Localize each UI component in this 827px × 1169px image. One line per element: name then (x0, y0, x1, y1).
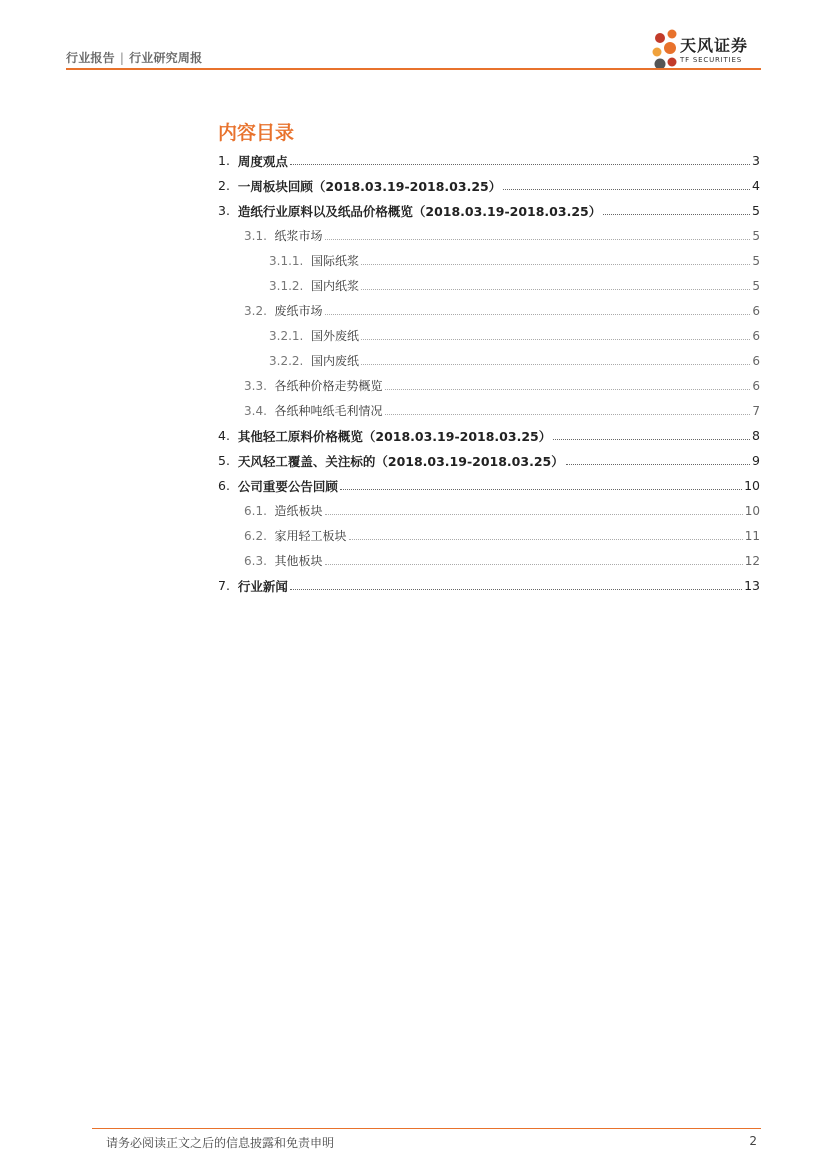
toc-entry-number: 3. (218, 203, 238, 218)
toc-entry-title: 家用轻工板块 (274, 529, 347, 543)
toc-entry-number: 3.1.1. (269, 253, 311, 268)
toc-entry-number: 6.2. (244, 528, 275, 543)
toc-entry-number: 3.2.1. (269, 328, 311, 343)
toc-entry-title: 国外废纸 (310, 329, 359, 343)
toc-entry-title: 其他轻工原料价格概览（2018.03.19-2018.03.25） (237, 428, 552, 444)
toc-entry-title: 各纸种吨纸毛利情况 (274, 404, 383, 418)
toc-entry-number: 2. (218, 178, 238, 193)
toc-dot-leader (290, 164, 750, 165)
toc-entry-page: 6 (752, 353, 760, 368)
logo-subtitle: TF SECURITIES (680, 56, 742, 64)
toc-entry-page: 8 (752, 428, 760, 443)
toc-entry[interactable] (218, 473, 760, 498)
toc-dot-leader (385, 389, 751, 390)
toc-entry-number: 3.3. (244, 378, 275, 393)
toc-entry-title: 周度观点 (237, 153, 288, 169)
footer-disclaimer: 请务必阅读正文之后的信息披露和免责申明 (106, 1136, 335, 1150)
toc-entry-number: 3.1.2. (269, 278, 311, 293)
toc-entry[interactable] (218, 348, 760, 373)
toc-entry-title: 国内纸浆 (310, 279, 359, 293)
toc-dot-leader (361, 264, 750, 265)
toc-entry-number: 5. (218, 453, 238, 468)
toc-entry[interactable] (218, 398, 760, 423)
logo-name: 天风证券 (680, 36, 749, 55)
toc-entry-title: 国际纸浆 (310, 254, 359, 268)
toc-dot-leader (503, 189, 750, 190)
toc-entry[interactable] (218, 273, 760, 298)
toc-entry-page: 7 (752, 403, 760, 418)
toc-entry-title: 天风轻工覆盖、关注标的（2018.03.19-2018.03.25） (237, 453, 564, 469)
toc-entry-page: 6 (752, 303, 760, 318)
toc-dot-leader (349, 539, 743, 540)
toc-dot-leader (385, 414, 751, 415)
toc-entry-page: 5 (752, 278, 760, 293)
header-divider (66, 68, 761, 70)
toc-entry[interactable] (218, 248, 760, 273)
toc-entry-title: 各纸种价格走势概览 (274, 379, 383, 393)
toc-entry-page: 5 (752, 253, 760, 268)
toc-entry-title: 造纸板块 (274, 504, 323, 518)
toc-entry[interactable] (218, 523, 760, 548)
header-breadcrumb (66, 49, 202, 66)
toc-entry-page: 6 (752, 328, 760, 343)
toc-entry-number: 1. (218, 153, 238, 168)
toc-entry-page: 5 (752, 203, 760, 218)
toc-entry-page: 3 (752, 153, 760, 168)
toc-entry-number: 4. (218, 428, 238, 443)
toc-entry-page: 13 (744, 578, 760, 593)
toc-entry[interactable] (218, 148, 760, 173)
toc-dot-leader (290, 589, 742, 590)
toc-dot-leader (361, 364, 750, 365)
toc-dot-leader (325, 564, 743, 565)
toc-entry[interactable] (218, 373, 760, 398)
toc-dot-leader (325, 314, 751, 315)
toc-entry[interactable] (218, 173, 760, 198)
toc-entry[interactable] (218, 573, 760, 598)
toc-entry-title: 其他板块 (274, 554, 323, 568)
toc-entry[interactable] (218, 198, 760, 223)
toc-entry-title: 造纸行业原料以及纸品价格概览（2018.03.19-2018.03.25） (237, 203, 602, 219)
toc-entry-page: 10 (744, 503, 760, 518)
toc-entry-number: 6.3. (244, 553, 275, 568)
toc-dot-leader (340, 489, 742, 490)
toc-entry[interactable] (218, 323, 760, 348)
toc-entry-number: 3.2. (244, 303, 275, 318)
toc-entry-title: 公司重要公告回顾 (237, 478, 338, 494)
toc-dot-leader (325, 239, 751, 240)
header-separator: | (119, 51, 125, 65)
toc-dot-leader (566, 464, 750, 465)
toc-dot-leader (603, 214, 750, 215)
toc-entry-page: 12 (744, 553, 760, 568)
toc-entry[interactable] (218, 448, 760, 473)
footer-page-number: 2 (749, 1134, 757, 1148)
toc-entry[interactable] (218, 423, 760, 448)
toc-entry-page: 5 (752, 228, 760, 243)
toc-entry[interactable] (218, 298, 760, 323)
toc-entry-page: 4 (752, 178, 760, 193)
table-of-contents (218, 148, 760, 598)
toc-dot-leader (361, 289, 750, 290)
header-subcategory: 行业研究周报 (129, 51, 203, 65)
toc-entry-number: 3.1. (244, 228, 275, 243)
toc-entry-title: 纸浆市场 (274, 229, 323, 243)
toc-dot-leader (553, 439, 750, 440)
toc-entry[interactable] (218, 223, 760, 248)
toc-entry-page: 11 (744, 528, 760, 543)
toc-title: 内容目录 (218, 122, 295, 144)
footer-divider (92, 1128, 761, 1129)
toc-dot-leader (325, 514, 743, 515)
toc-entry-title: 废纸市场 (274, 304, 323, 318)
toc-entry-page: 9 (752, 453, 760, 468)
toc-entry-number: 6.1. (244, 503, 275, 518)
toc-entry-page: 10 (744, 478, 760, 493)
toc-entry-number: 6. (218, 478, 238, 493)
toc-entry-number: 3.4. (244, 403, 275, 418)
toc-dot-leader (361, 339, 750, 340)
toc-entry-number: 7. (218, 578, 238, 593)
toc-entry-title: 行业新闻 (237, 578, 288, 594)
header-category: 行业报告 (66, 51, 115, 65)
toc-entry-title: 国内废纸 (310, 354, 359, 368)
toc-entry-page: 6 (752, 378, 760, 393)
toc-entry-number: 3.2.2. (269, 353, 311, 368)
toc-entry-title: 一周板块回顾（2018.03.19-2018.03.25） (237, 178, 502, 194)
toc-entry[interactable] (218, 548, 760, 573)
toc-entry[interactable] (218, 498, 760, 523)
